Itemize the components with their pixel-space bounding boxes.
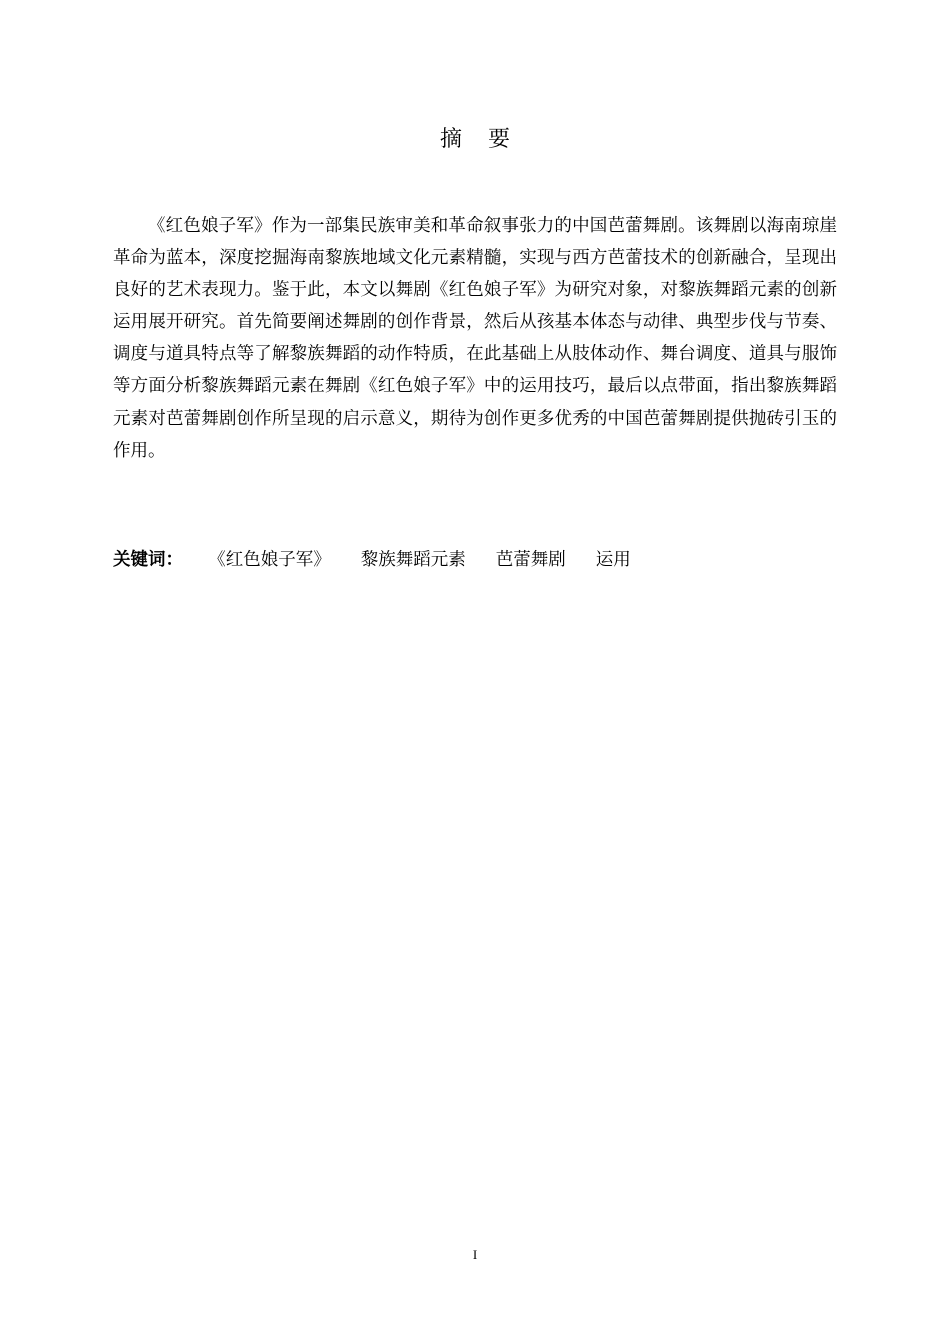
keywords-line (113, 544, 853, 576)
abstract-title: 摘要 (439, 127, 536, 152)
abstract-paragraph: 《红色娘子军》作为一部集民族审美和革命叙事张力的中国芭蕾舞剧。该舞剧以海南琼崖革命为蓝本，深度挖掘海南黎族地域文化元素精髓，实现与西方芭蕾技术的创新融合，呈现出良好的艺术表现力。鉴于此，本文以舞剧《红色娘子军》为研究对象，对黎族舞蹈元素的创新运用展开研究。首先简要阐述舞剧的创作背景，然后从孩基本体态与动律、典型步伐与节奏、调度与道具特点等了解黎族舞蹈的动作特质，在此基础上从肢体动作、舞台调度、道具与服饰等方面分析黎族舞蹈元素在舞剧《红色娘子军》中的运用技巧，最后以点带面，指出黎族舞蹈元素对芭蕾舞剧创作所呈现的启示意义，期待为创作更多优秀的中国芭蕾舞剧提供抛砖引玉的作用。 (113, 216, 837, 461)
keyword-item: 《红色娘子军》 (217, 550, 331, 570)
page-number: I (472, 1247, 478, 1262)
keyword-item: 黎族舞蹈元素 (360, 550, 466, 570)
abstract-body (113, 210, 837, 467)
keyword-item: 运用 (595, 550, 631, 570)
keywords-label: 关键词： (113, 550, 183, 570)
keyword-item: 芭蕾舞剧 (495, 550, 566, 570)
